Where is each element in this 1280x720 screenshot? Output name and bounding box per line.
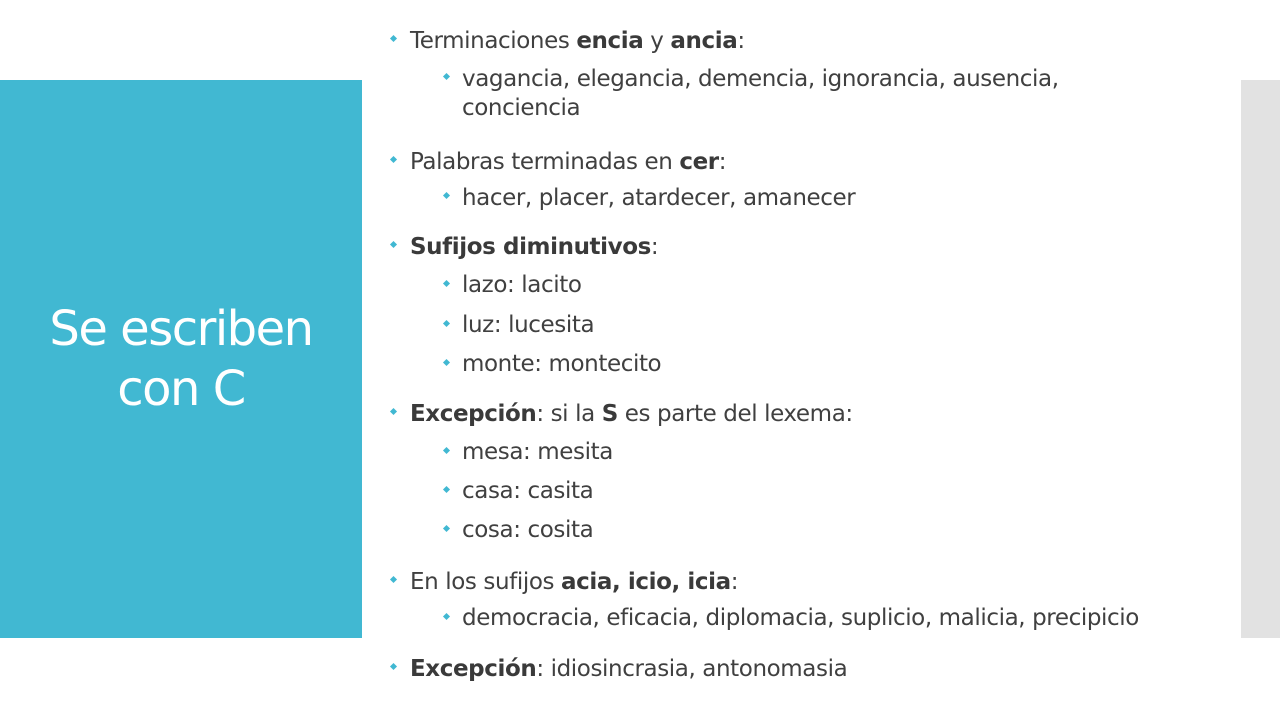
diamond-bullet-icon [443, 280, 450, 287]
diamond-bullet-icon [443, 73, 450, 80]
diamond-bullet-icon [443, 447, 450, 454]
diamond-bullet-icon [390, 241, 397, 248]
diamond-bullet-icon [390, 663, 397, 670]
list-item: En los sufijos acia, icio, icia: [410, 569, 739, 595]
diamond-bullet-icon [443, 613, 450, 620]
diamond-bullet-icon [390, 408, 397, 415]
diamond-bullet-icon [390, 156, 397, 163]
list-item: democracia, eficacia, diplomacia, suplicio, malicia, precipicio [462, 605, 1139, 631]
diamond-bullet-icon [443, 525, 450, 532]
list-item: luz: lucesita [462, 312, 595, 338]
list-item: Terminaciones encia y ancia: [410, 28, 745, 54]
list-item-continuation: conciencia [462, 95, 581, 121]
list-item: cosa: cosita [462, 517, 594, 543]
diamond-bullet-icon [390, 35, 397, 42]
slide-title-text: Se escriben con C [49, 301, 313, 417]
list-item: casa: casita [462, 478, 594, 504]
diamond-bullet-icon [390, 576, 397, 583]
diamond-bullet-icon [443, 320, 450, 327]
list-item: Excepción: idiosincrasia, antonomasia [410, 656, 848, 682]
list-item: Palabras terminadas en cer: [410, 149, 727, 175]
list-item: mesa: mesita [462, 439, 613, 465]
diamond-bullet-icon [443, 486, 450, 493]
list-item: Excepción: si la S es parte del lexema: [410, 401, 853, 427]
list-item: lazo: lacito [462, 272, 582, 298]
list-item: vagancia, elegancia, demencia, ignorancia, ausencia, [462, 66, 1059, 92]
diamond-bullet-icon [443, 192, 450, 199]
list-item: hacer, placer, atardecer, amanecer [462, 185, 856, 211]
list-item: monte: montecito [462, 351, 662, 377]
diamond-bullet-icon [443, 359, 450, 366]
list-item: Sufijos diminutivos: [410, 234, 659, 260]
